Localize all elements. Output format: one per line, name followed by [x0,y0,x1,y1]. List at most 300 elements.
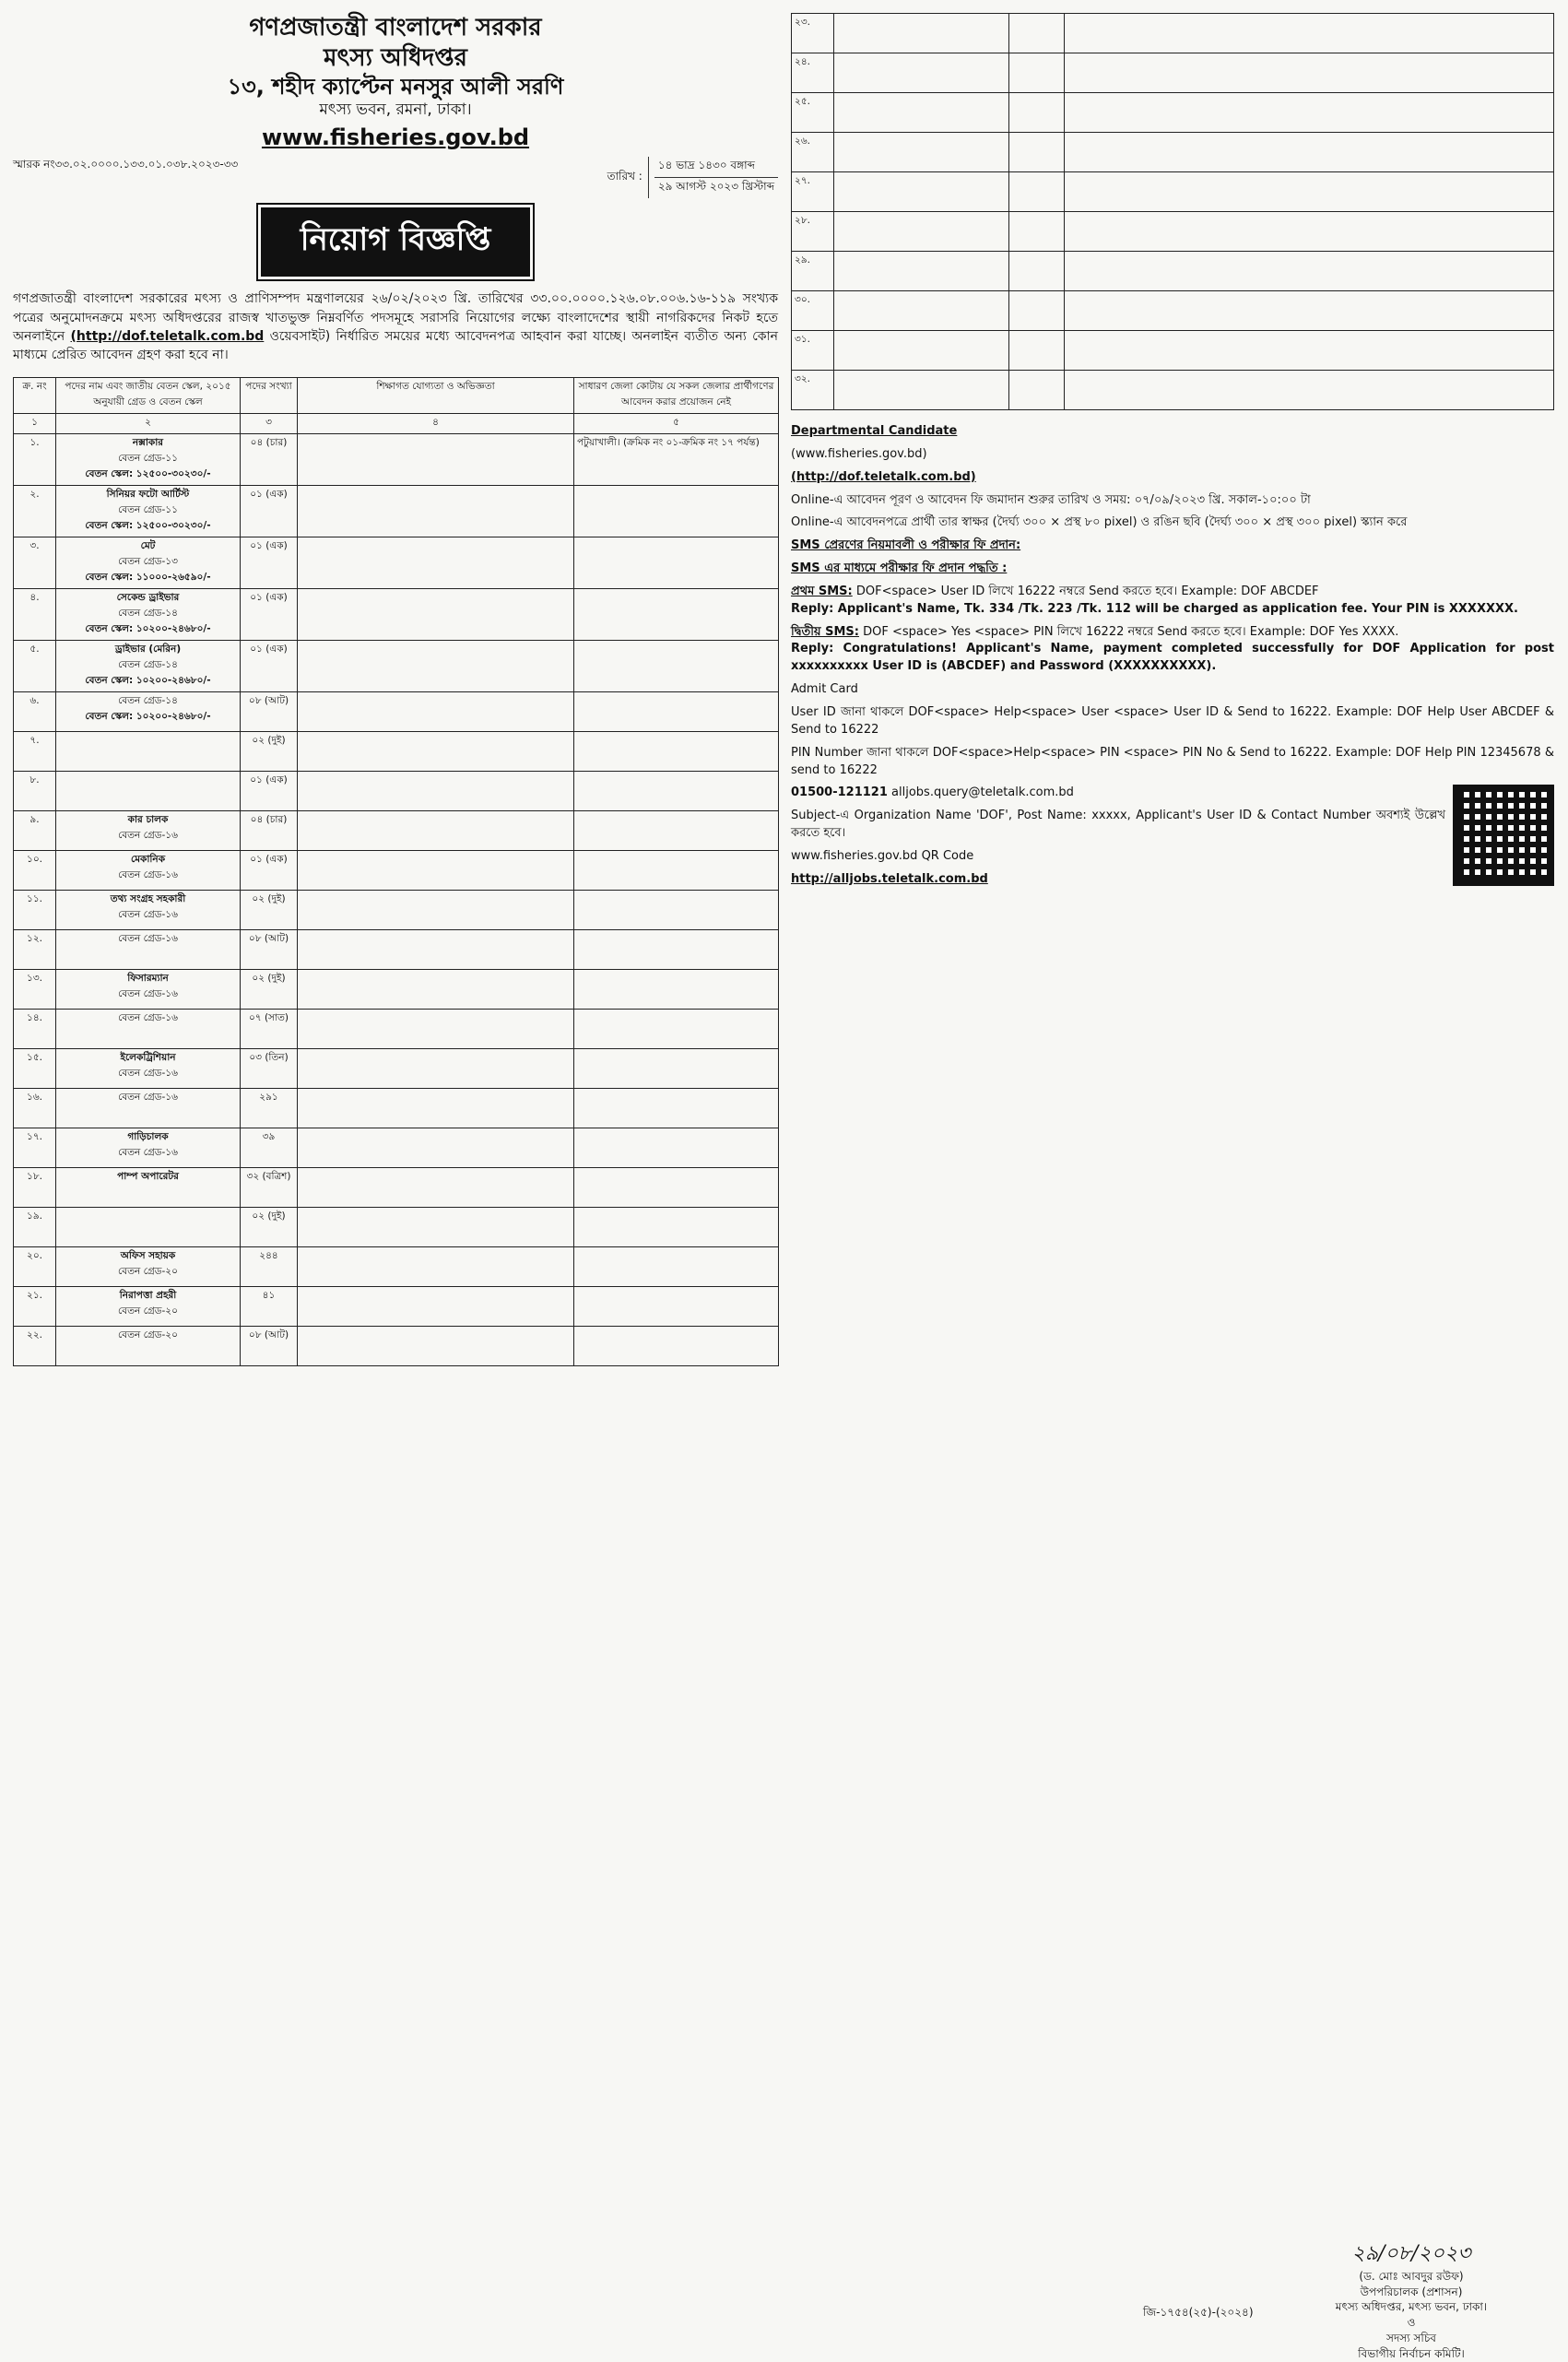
continued-posts-table [791,13,1554,410]
row-post-cell [56,772,241,811]
header-post: পদের নাম এবং জাতীয় বেতন স্কেল, ২০১৫ অনুযায়ী গ্রেড ও বেতন স্কেল [56,378,241,414]
row-count [1009,133,1065,172]
row-serial: ২. [14,486,56,537]
first-sms-label: প্রথম SMS: [791,584,853,598]
row-qualification [1065,331,1554,371]
table-row [792,93,1554,133]
row-quota [574,1010,779,1049]
post-name [834,212,1009,252]
row-serial: ২৬. [792,133,834,172]
rule-online-date [791,492,1554,510]
row-qualification [298,589,574,641]
table-row [14,537,779,589]
table-row [792,133,1554,172]
post-scale: বেতন স্কেল: ১২৫০০-৩০২৩০/- [85,520,211,532]
row-quota [574,1049,779,1089]
second-sms-reply: Reply: Congratulations! Applicant's Name, payment completed successfully for DOF Application for post xxxxxxxxxx User ID is (ABCDEF) and Password (XXXXXXXXXX). [791,642,1554,674]
post-scale: বেতন স্কেল: ১২৫০০-৩০২৩০/- [85,468,211,480]
row-post-cell [56,1049,241,1089]
signatory-committee: বিভাগীয় নির্বাচন কমিটি। [1358,2346,1465,2360]
second-sms-text: DOF <space> Yes <space> PIN লিখে 16222 নম্বরে Send করতে হবে। Example: DOF Yes XXXX. [863,624,1399,639]
rule-sms [791,537,1554,555]
row-quota [574,970,779,1010]
signatory-name: (ড. মোঃ আবদুর রউফ) [1359,2269,1464,2283]
table-row [14,1287,779,1327]
date-gregorian: ২৯ আগস্ট ২০২৩ খ্রিস্টাব্দ [657,180,774,194]
post-scale: বেতন স্কেল: ১১০০০-২৬৫৯০/- [85,572,211,584]
row-quota [574,486,779,537]
post-name: ইলেকট্রিশিয়ান [120,1052,176,1064]
row-serial: ৩০. [792,291,834,331]
post-grade: বেতন গ্রেড-১১ [118,453,178,465]
table-row [14,434,779,486]
memo-reference: স্মারক নং৩৩.০২.০০০০.১৩৩.০১.০৩৮.২০২৩-৩৩ [13,158,239,171]
row-count: ০৭ (সাত) [241,1010,298,1049]
table-row [14,589,779,641]
post-grade: বেতন গ্রেড-২০ [118,1266,178,1278]
intro-text-after: ওয়েবসাইট) নির্ধারিত সময়ের মধ্যে আবেদনপত্র আহবান করা যাচ্ছে। অনলাইন ব্যতীত অন্য কোন মাধ্যমে প্রেরিত আবেদন গ্রহণ করা হবে না। [13,328,779,363]
row-quota [574,1327,779,1366]
row-count: ০৮ (আট) [241,930,298,970]
table-row [792,371,1554,410]
footer-code: জি-১৭৫৪(২৫)-(২০২৪) [1143,2306,1254,2319]
row-serial: ২২. [14,1327,56,1366]
date-bangla: ১৪ ভাদ্র ১৪৩০ বঙ্গাব্দ [654,157,778,178]
row-quota [574,811,779,851]
table-header-row [14,378,779,414]
signatory-org: মৎস্য অধিদপ্তর, মৎস্য ভবন, ঢাকা। [1335,2300,1488,2314]
qr-code-label: QR Code [921,848,974,863]
row-serial: ১৬. [14,1089,56,1128]
row-count: ৪১ [241,1287,298,1327]
intro-text-before: গণপ্রজাতন্ত্রী বাংলাদেশ সরকারের মৎস্য ও প্রাণিসম্পদ মন্ত্রণালয়ের ২৬/০২/২০২৩ খ্রি. তারিখের ৩৩.০০.০০০০.১২৬.০৮.০০৬.১৬-১১৯ সংখ্যক পত্রের অনুমোদনক্রমে মৎস্য অধিদপ্তরের রাজস্ব খাতভুক্ত নিম্নবর্ণিত পদসমূহে সরাসরি নিয়োগের লক্ষ্যে বাংলাদেশের স্থায়ী নাগরিকদের নিকট হতে অনলাইনে [13,291,778,344]
row-qualification [298,851,574,891]
posts-table [13,377,779,1366]
post-grade: বেতন গ্রেড-১৪ [118,608,178,620]
row-post-cell [56,732,241,772]
row-qualification [298,1247,574,1287]
table-row [14,1089,779,1128]
post-name [834,371,1009,410]
signature-block [1291,2240,1531,2362]
row-serial: ১১. [14,891,56,930]
row-serial: ৯. [14,811,56,851]
table-row [14,1010,779,1049]
row-serial: ১৯. [14,1208,56,1247]
row-quota [574,1128,779,1168]
row-post-cell [56,811,241,851]
row-qualification [1065,252,1554,291]
post-name [834,53,1009,93]
row-quota [574,891,779,930]
departmental-candidate: Departmental Candidate [791,424,958,438]
help-user-id-text: User ID জানা থাকলে DOF<space> Help<space> User <space> User ID & Send to 16222. Example: DOF Help User ABCDEF & Send to 16222 [791,704,1554,737]
row-qualification [1065,212,1554,252]
table-row [14,486,779,537]
memo-row [13,157,778,198]
masthead-website[interactable]: www.fisheries.gov.bd [261,124,530,151]
row-qualification [1065,93,1554,133]
row-qualification [298,1287,574,1327]
header-num: ২ [56,414,241,434]
row-quota [574,589,779,641]
post-name: ফিসারম্যান [127,973,169,985]
row-count: ০২ (দুই) [241,732,298,772]
row-count [1009,53,1065,93]
post-scale: বেতন স্কেল: ১০২০০-২৪৬৮০/- [85,623,211,635]
first-sms-reply: Reply: Applicant's Name, Tk. 334 /Tk. 223 /Tk. 112 will be charged as application fee. Your PIN is XXXXXXX. [791,601,1518,616]
row-quota [574,1208,779,1247]
row-serial: ২৯. [792,252,834,291]
header-serial: ক্র. নং [14,378,56,414]
row-quota [574,930,779,970]
right-column [791,13,1554,894]
post-name [834,252,1009,291]
email-subject-text: Subject-এ Organization Name 'DOF', Post Name: xxxxx, Applicant's User ID & Contact Number অবশ্যই উল্লেখ করতে হবে। [791,809,1445,841]
first-sms [791,584,1554,619]
row-qualification [298,434,574,486]
row-serial: ১. [14,434,56,486]
table-row [14,1247,779,1287]
row-qualification [298,811,574,851]
rule-photo [791,514,1554,532]
table-row [792,331,1554,371]
header-num: ৫ [574,414,779,434]
help-pin-text: PIN Number জানা থাকলে DOF<space>Help<space> PIN <space> PIN No & Send to 16222. Example: DOF Help PIN 12345678 & send to 16222 [791,745,1554,777]
post-name: নিরাপত্তা প্রহরী [119,1290,177,1302]
post-name: পাম্প অপারেটর [117,1171,179,1183]
row-post-cell [56,537,241,589]
post-grade: বেতন গ্রেড-১৬ [118,1147,178,1159]
table-row [14,1208,779,1247]
intro-paragraph [13,289,778,364]
alljobs-link[interactable]: http://alljobs.teletalk.com.bd [791,871,988,886]
row-post-cell [56,641,241,692]
table-row [14,1128,779,1168]
fisheries-site-link[interactable]: (www.fisheries.gov.bd) [791,446,927,461]
post-name [834,133,1009,172]
post-grade: বেতন গ্রেড-১৬ [118,869,178,881]
row-qualification [1065,14,1554,53]
notice-title: নিয়োগ বিজ্ঞপ্তি [261,207,531,277]
row-post-cell [56,1010,241,1049]
sites-line [791,848,1554,866]
sms-method [791,561,1554,578]
post-name [834,331,1009,371]
row-post-cell [56,970,241,1010]
post-name: সেকেন্ড ড্রাইভার [116,592,180,604]
row-count: ৩২ (বত্রিশ) [241,1168,298,1208]
row-qualification [298,732,574,772]
row-count: ০১ (এক) [241,486,298,537]
post-grade: বেতন গ্রেড-১৬ [118,1092,178,1104]
table-row [792,291,1554,331]
row-serial: ২৩. [792,14,834,53]
row-post-cell [56,1247,241,1287]
admit-card-line [791,681,1554,699]
row-count: ০১ (এক) [241,641,298,692]
row-quota [574,1247,779,1287]
post-name: নক্সাকার [132,437,164,449]
post-grade: বেতন গ্রেড-১৬ [118,1068,178,1080]
row-serial: ১৪. [14,1010,56,1049]
row-post-cell [56,1089,241,1128]
row-post-cell [56,692,241,732]
row-count: ০২ (দুই) [241,1208,298,1247]
email-link[interactable]: alljobs.query@teletalk.com.bd [891,785,1074,800]
post-grade: বেতন গ্রেড-১৬ [118,1012,178,1024]
table-row [14,811,779,851]
post-name: কার চালক [127,814,169,826]
table-row [14,1049,779,1089]
row-serial: ২৮. [792,212,834,252]
row-qualification [298,1010,574,1049]
rule-departmental [791,423,1554,441]
row-quota [574,1287,779,1327]
row-count: ০৪ (চার) [241,434,298,486]
row-qualification [298,1049,574,1089]
first-sms-text: DOF<space> User ID লিখে 16222 নম্বরে Send করতে হবে। Example: DOF ABCDEF [855,584,1319,598]
second-sms [791,624,1554,677]
post-grade: বেতন গ্রেড-২০ [118,1305,178,1317]
post-grade: বেতন গ্রেড-১৬ [118,988,178,1000]
row-post-cell [56,486,241,537]
table-header-number-row [14,414,779,434]
post-scale: বেতন স্কেল: ১০২০০-২৪৬৮০/- [85,675,211,687]
table-row [14,970,779,1010]
table-row [14,1168,779,1208]
row-qualification [298,772,574,811]
table-row [792,212,1554,252]
title-wrap [13,207,778,277]
row-post-cell [56,930,241,970]
row-serial: ১২. [14,930,56,970]
row-count: ৩৯ [241,1128,298,1168]
row-post-cell [56,1128,241,1168]
row-quota [574,851,779,891]
row-qualification [1065,53,1554,93]
row-qualification [1065,291,1554,331]
row-quota [574,537,779,589]
masthead-address: ১৩, শহীদ ক্যাপ্টেন মনসুর আলী সরণি [227,74,564,100]
row-serial: ১০. [14,851,56,891]
date-stack [648,157,778,198]
row-post-cell [56,1168,241,1208]
row-qualification [298,641,574,692]
post-grade: বেতন গ্রেড-১১ [118,504,178,516]
row-post-cell [56,891,241,930]
table-row [792,53,1554,93]
helpline-number: 01500-121121 [791,785,888,800]
row-qualification [298,930,574,970]
row-qualification [298,1168,574,1208]
row-count: ০৮ (আট) [241,1327,298,1366]
row-serial: ২৭. [792,172,834,212]
row-count: ২৪৪ [241,1247,298,1287]
row-qualification [298,486,574,537]
continued-posts-body [792,14,1554,410]
row-post-cell [56,1208,241,1247]
row-count: ০১ (এক) [241,772,298,811]
row-post-cell [56,434,241,486]
post-name: গাড়িচালক [127,1131,169,1143]
post-name: সিনিয়র ফটো আর্টিস্ট [106,489,190,501]
qr-code-icon[interactable] [1453,785,1554,886]
table-row [14,641,779,692]
row-serial: ৩২. [792,371,834,410]
post-grade: বেতন গ্রেড-১৩ [118,556,178,568]
header-num: ১ [14,414,56,434]
rule-teletalk [791,469,1554,487]
table-row [14,732,779,772]
row-qualification [1065,133,1554,172]
alljobs-line [791,871,1554,889]
row-serial: ৮. [14,772,56,811]
row-qualification [298,692,574,732]
row-serial: ২১. [14,1287,56,1327]
row-post-cell [56,1287,241,1327]
helpline-line [791,785,1554,802]
row-count: ০৪ (চার) [241,811,298,851]
row-serial: ৪. [14,589,56,641]
row-serial: ৭. [14,732,56,772]
row-count: ০১ (এক) [241,537,298,589]
row-quota [574,692,779,732]
row-count [1009,14,1065,53]
row-qualification [298,1128,574,1168]
help-pin [791,745,1554,780]
memo-date [607,157,778,198]
row-serial: ৬. [14,692,56,732]
row-quota [574,641,779,692]
rule-fisheries-site [791,446,1554,464]
date-label: তারিখ : [607,169,643,183]
table-row [792,14,1554,53]
email-subject-line [791,808,1554,843]
table-row [14,851,779,891]
row-quota [574,732,779,772]
table-row [14,891,779,930]
posts-table-body [14,434,779,1366]
row-serial: ৩. [14,537,56,589]
masthead-building: মৎস্য ভবন, রমনা, ঢাকা। [319,100,472,119]
row-quota [574,1168,779,1208]
row-count: ০১ (এক) [241,851,298,891]
header-count: পদের সংখ্যা [241,378,298,414]
row-serial: ১৮. [14,1168,56,1208]
row-count: ০৩ (তিন) [241,1049,298,1089]
header-num: ৩ [241,414,298,434]
table-row [14,1327,779,1366]
row-quota: পটুয়াখালী। (ক্রমিক নং ০১-ক্রমিক নং ১৭ পর্যন্ত) [574,434,779,486]
signatory-and: ও [1407,2316,1416,2330]
post-grade: বেতন গ্রেড-১৪ [118,695,178,707]
post-name: মেকানিক [130,854,166,866]
row-serial: ৩১. [792,331,834,371]
table-row [792,172,1554,212]
row-qualification [298,537,574,589]
table-row [14,692,779,732]
post-grade: বেতন গ্রেড-১৪ [118,659,178,671]
row-post-cell [56,1327,241,1366]
post-name: ড্রাইভার (মেরিন) [114,644,182,655]
row-count [1009,212,1065,252]
row-qualification [298,1327,574,1366]
signatory-title: উপপরিচালক (প্রশাসন) [1360,2285,1463,2298]
table-row [792,252,1554,291]
row-qualification [298,1208,574,1247]
row-count [1009,93,1065,133]
row-quota [574,1089,779,1128]
signature-scribble: ২৯/০৮/২০২৩ [1351,2242,1471,2265]
post-name [834,14,1009,53]
row-serial: ১৫. [14,1049,56,1089]
row-qualification [298,891,574,930]
table-row [14,772,779,811]
row-qualification [1065,371,1554,410]
row-count: ২৯১ [241,1089,298,1128]
post-grade: বেতন গ্রেড-১৬ [118,909,178,921]
row-serial: ৫. [14,641,56,692]
row-serial: ১৩. [14,970,56,1010]
header-num: ৪ [298,414,574,434]
row-serial: ১৭. [14,1128,56,1168]
table-row [14,930,779,970]
post-name: অফিস সহায়ক [120,1250,176,1262]
second-sms-label: দ্বিতীয় SMS: [791,624,859,639]
left-column [13,13,778,1366]
photo-spec-text: Online-এ আবেদনপত্রে প্রার্থী তার স্বাক্ষর (দৈর্ঘ্য ৩০০ × প্রস্থ ৮০ pixel) ও রঙিন ছবি (দৈর্ঘ্য ৩০০ × প্রস্থ ৩০০ pixel) স্ক্যান করে [791,515,1408,530]
row-count [1009,252,1065,291]
masthead [13,13,778,151]
signatory-role: সদস্য সচিব [1386,2331,1436,2344]
post-name [834,172,1009,212]
row-qualification [298,1089,574,1128]
row-serial: ২৫. [792,93,834,133]
help-user-id [791,704,1554,739]
row-qualification [298,970,574,1010]
fisheries-link[interactable]: www.fisheries.gov.bd [791,848,918,863]
masthead-government: গণপ্রজাতন্ত্রী বাংলাদেশ সরকার [249,14,542,41]
post-grade: বেতন গ্রেড-১৬ [118,830,178,842]
header-quota: সাধারণ জেলা কোটায় যে সকল জেলার প্রার্থীগণের আবেদন করার প্রয়োজন নেই [574,378,779,414]
row-post-cell [56,851,241,891]
online-date-text: Online-এ আবেদন পূরণ ও আবেদন ফি জমাদান শুরুর তারিখ ও সময়: ০৭/০৯/২০২৩ খ্রি. সকাল-১০:০০ টা [791,492,1311,507]
header-qualification: শিক্ষাগত যোগ্যতা ও অভিজ্ঞতা [298,378,574,414]
row-count: ০২ (দুই) [241,970,298,1010]
row-post-cell [56,589,241,641]
row-serial: ২০. [14,1247,56,1287]
row-qualification [1065,172,1554,212]
row-serial: ২৪. [792,53,834,93]
post-grade: বেতন গ্রেড-২০ [118,1329,178,1341]
post-name: মেট [140,540,156,552]
sms-heading: SMS প্রেরণের নিয়মাবলী ও পরীক্ষার ফি প্রদান: [791,538,1021,553]
teletalk-link[interactable]: (http://dof.teletalk.com.bd) [791,469,976,484]
row-count: ০৮ (আট) [241,692,298,732]
intro-url[interactable]: (http://dof.teletalk.com.bd [70,328,265,344]
post-name [834,93,1009,133]
sms-method-heading: SMS এর মাধ্যমে পরীক্ষার ফি প্রদান পদ্ধতি : [791,561,1008,576]
post-grade: বেতন গ্রেড-১৬ [118,933,178,945]
post-name [834,291,1009,331]
row-count: ০১ (এক) [241,589,298,641]
masthead-department: মৎস্য অধিদপ্তর [324,43,467,72]
row-quota [574,772,779,811]
admit-card-text: Admit Card [791,682,858,697]
row-count [1009,371,1065,410]
post-name: তথ্য সংগ্রহ সহকারী [110,893,186,905]
